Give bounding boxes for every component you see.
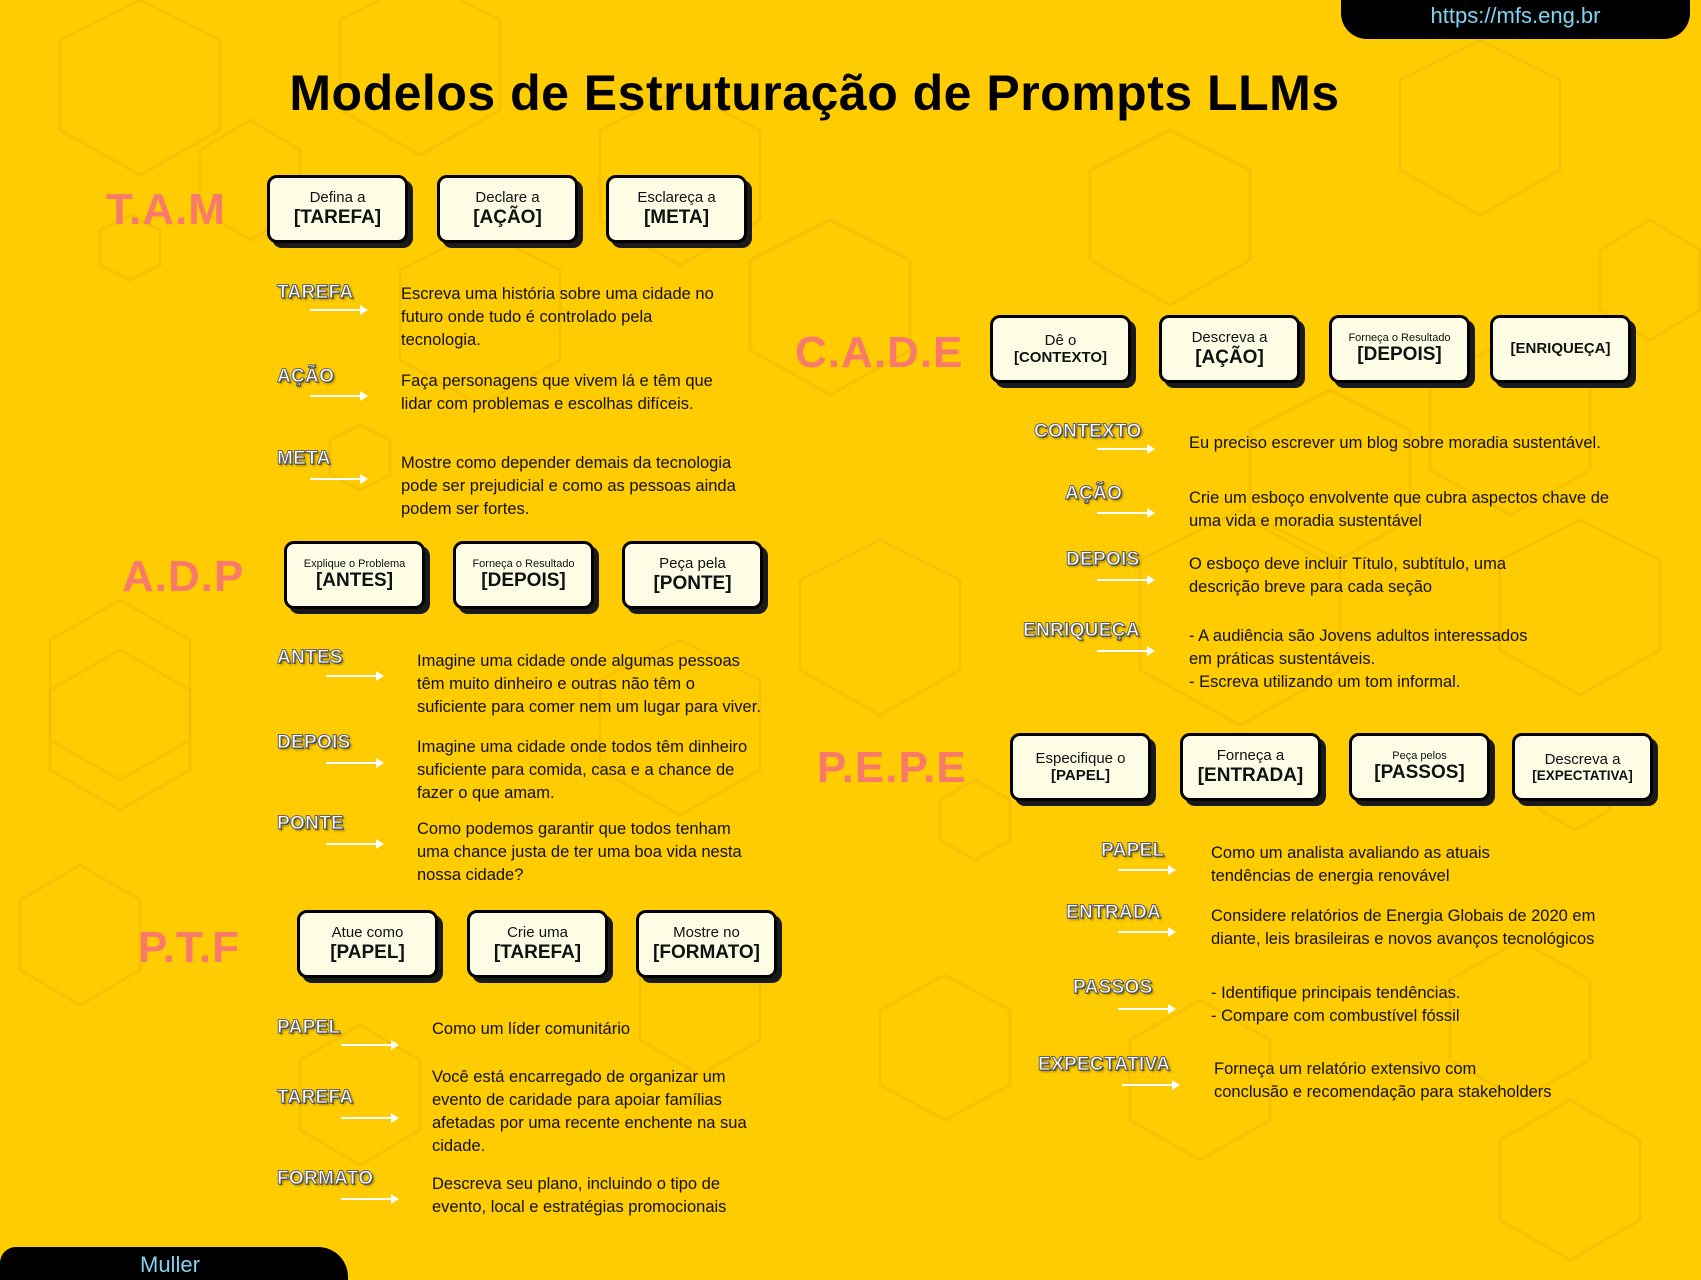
row-label: DEPOIS (277, 732, 351, 753)
box-caption: Mostre no (673, 924, 740, 942)
arrow-right-icon (1097, 575, 1155, 585)
row-text: Eu preciso escrever um blog sobre moradia sustentável. (1189, 434, 1601, 452)
box-keyword: [PAPEL] (1051, 767, 1110, 784)
box-cade-acao (1159, 315, 1300, 383)
box-pepe-papel (1010, 733, 1151, 801)
box-ptf-papel (297, 910, 438, 978)
box-keyword: [ENRIQUEÇA] (1510, 340, 1611, 358)
box-keyword: [PAPEL] (330, 941, 405, 963)
box-cade-depois (1329, 315, 1470, 383)
row-label: META (277, 448, 331, 469)
row-label: DEPOIS (1066, 549, 1140, 570)
arrow-right-icon (1118, 927, 1176, 937)
row-label: AÇÃO (1065, 483, 1123, 504)
box-caption: Descreva a (1191, 329, 1268, 347)
row-text: Descreva seu plano, incluindo o tipo de evento, local e estratégias promocionais (432, 1175, 727, 1216)
row-label: ANTES (277, 647, 343, 668)
acronym-pepe: P.E.P.E (817, 743, 967, 792)
arrow-right-icon (310, 391, 368, 401)
row-text: Escreva uma história sobre uma cidade no futuro onde tudo é controlado pela tecnologia. (401, 285, 714, 349)
box-keyword: [DEPOIS] (481, 570, 566, 592)
arrow-right-icon (341, 1040, 399, 1050)
box-ptf-tarefa (467, 910, 608, 978)
row-text: Forneça um relatório extensivo com conclusão e recomendação para stakeholders (1214, 1060, 1552, 1101)
row-text: Como um analista avaliando as atuais tendências de energia renovável (1211, 844, 1490, 885)
arrow-right-icon (326, 671, 384, 681)
row-text: Você está encarregado de organizar um evento de caridade para apoiar famílias afetadas por uma recente enchente na sua cidade. (432, 1068, 747, 1155)
box-adp-ponte (622, 541, 763, 609)
box-keyword: [EXPECTATIVA] (1532, 767, 1633, 783)
arrow-right-icon (1097, 444, 1155, 454)
row-label: FORMATO (277, 1168, 374, 1189)
row-text: Como um líder comunitário (432, 1020, 631, 1038)
box-adp-antes (284, 541, 425, 609)
row-label: TAREFA (277, 282, 354, 303)
row-text: - A audiência são Jovens adultos interessados em práticas sustentáveis. - Escreva utilizando um tom informal. (1189, 627, 1528, 691)
row-text: Crie um esboço envolvente que cubra aspectos chave de uma vida e moradia sustentável (1189, 489, 1610, 530)
row-label: PASSOS (1073, 977, 1153, 998)
box-keyword: [AÇÃO] (1195, 346, 1264, 368)
box-caption: Descreva a (1544, 750, 1621, 768)
box-keyword: [PASSOS] (1374, 762, 1465, 784)
row-label: EXPECTATIVA (1038, 1054, 1171, 1075)
author-tab: Muller (0, 1247, 348, 1280)
box-caption: Esclareça a (637, 189, 716, 207)
acronym-ptf: P.T.F (138, 923, 241, 972)
arrow-right-icon (1118, 1004, 1176, 1014)
row-label: PONTE (277, 813, 344, 834)
box-keyword: [DEPOIS] (1357, 344, 1442, 366)
box-keyword: [CONTEXTO] (1013, 349, 1108, 366)
box-cade-contexto (990, 315, 1131, 383)
box-keyword: [META] (643, 206, 710, 228)
box-pepe-expectativa (1512, 733, 1653, 801)
box-pepe-passos (1349, 733, 1490, 801)
row-label: CONTEXTO (1034, 421, 1142, 442)
box-keyword: [ENTRADA] (1197, 764, 1304, 786)
box-cade-enriqueca (1490, 315, 1631, 383)
arrow-right-icon (326, 839, 384, 849)
acronym-adp: A.D.P (122, 552, 245, 601)
row-text: Como podemos garantir que todos tenham uma chance justa de ter uma boa vida nesta nossa cidade? (417, 820, 742, 884)
box-keyword: [FORMATO] (653, 941, 760, 963)
arrow-right-icon (341, 1113, 399, 1123)
arrow-right-icon (1118, 865, 1176, 875)
row-text: O esboço deve incluir Título, subtítulo, uma descrição breve para cada seção (1189, 555, 1507, 596)
arrow-right-icon (326, 758, 384, 768)
box-caption: Especifique o (1035, 749, 1126, 767)
row-text: Imagine uma cidade onde todos têm dinheiro suficiente para comida, casa e a chance de fazer o que amam. (417, 738, 748, 802)
arrow-right-icon (310, 305, 368, 315)
box-caption: Dê o (1044, 331, 1077, 349)
row-text: Mostre como depender demais da tecnologia pode ser prejudicial e como as pessoas ainda podem ser fortes. (401, 454, 736, 518)
box-caption: Crie uma (507, 924, 568, 942)
arrow-right-icon (1097, 508, 1155, 518)
page-title: Modelos de Estruturação de Prompts LLMs (289, 65, 1340, 121)
box-tam-acao (437, 175, 578, 243)
box-keyword: [TAREFA] (493, 941, 582, 963)
arrow-right-icon (341, 1194, 399, 1204)
acronym-tam: T.A.M (106, 185, 226, 234)
url-tab[interactable]: https://mfs.eng.br (1341, 0, 1690, 39)
row-label: AÇÃO (277, 366, 335, 387)
row-label: ENTRADA (1066, 902, 1161, 923)
box-caption: Forneça o Resultado (472, 557, 575, 570)
box-tam-meta (606, 175, 747, 243)
row-label: TAREFA (277, 1087, 354, 1108)
row-text: - Identifique principais tendências. - Compare com combustível fóssil (1211, 984, 1461, 1025)
row-label: ENRIQUEÇA (1023, 620, 1140, 641)
row-label: PAPEL (1101, 840, 1165, 861)
box-ptf-formato (636, 910, 777, 978)
box-pepe-entrada (1180, 733, 1321, 801)
box-caption: Peça pela (659, 555, 726, 573)
box-caption: Forneça a (1216, 747, 1285, 765)
arrow-right-icon (310, 474, 368, 484)
arrow-right-icon (1097, 646, 1155, 656)
row-text: Faça personagens que vivem lá e têm que lidar com problemas e escolhas difíceis. (401, 372, 713, 413)
row-text: Considere relatórios de Energia Globais de 2020 em diante, leis brasileiras e novos avanços tecnológicos (1211, 907, 1596, 948)
acronym-cade: C.A.D.E (795, 328, 964, 377)
arrow-right-icon (1122, 1080, 1180, 1090)
box-keyword: [AÇÃO] (473, 206, 542, 228)
box-tam-tarefa (267, 175, 408, 243)
row-label: PAPEL (277, 1017, 341, 1038)
box-keyword: [ANTES] (315, 570, 394, 592)
row-text: Imagine uma cidade onde algumas pessoas têm muito dinheiro e outras não têm o suficiente para comer nem um lugar para viver. (417, 652, 761, 716)
box-caption: Peça pelos (1392, 749, 1447, 762)
box-caption: Forneça o Resultado (1348, 331, 1451, 344)
box-caption: Atue como (331, 924, 404, 942)
box-caption: Defina a (309, 189, 366, 207)
box-caption: Declare a (475, 189, 540, 207)
box-keyword: [PONTE] (653, 572, 732, 594)
box-keyword: [TAREFA] (293, 206, 382, 228)
box-caption: Explique o Problema (303, 557, 406, 570)
box-adp-depois (453, 541, 594, 609)
